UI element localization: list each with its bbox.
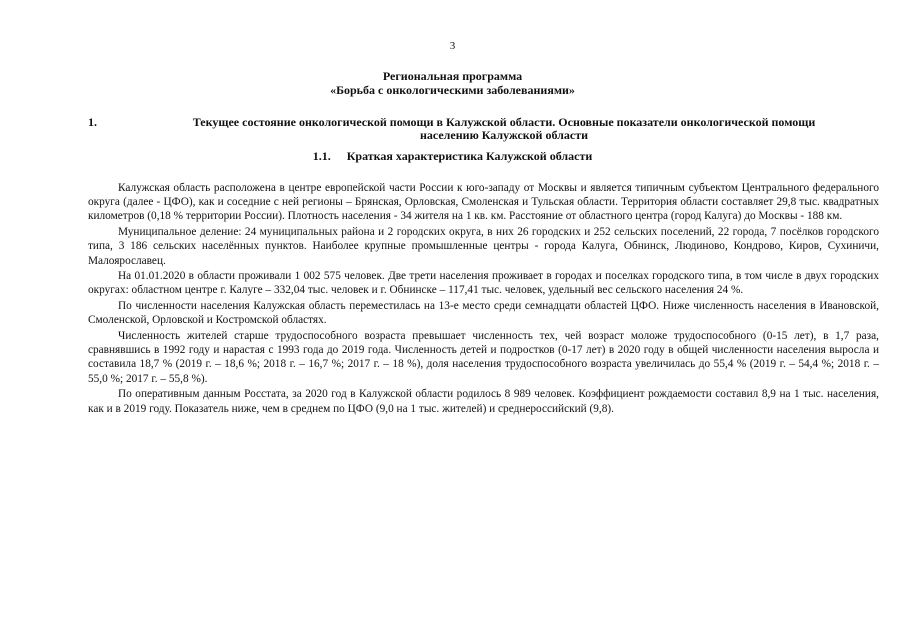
program-title-line-2: «Борьба с онкологическими заболеваниями» [330, 83, 575, 97]
paragraph: Калужская область расположена в центре европейской части России к юго-западу от Москвы и является типичным субъектом Центрального федерального округа (далее - ЦФО), как и соседние с ней регионы – Брянская, Орловская, Смоленская и Тульская области. Территория области составляет 29,8 тыс. квадратных километров (0,18 % территории России). Плотность населения - 34 жителя на 1 кв. км. Расстояние от областного центра (город Калуга) до Москвы - 188 км. [88, 182, 879, 223]
paragraph: На 01.01.2020 в области проживали 1 002 575 человек. Две трети населения проживает в городах и поселках городского типа, в том числе в двух городских округах: областном центре г. Калуге – 332,04 тыс. человек и г. Обнинске – 117,41 тыс. человек, удельный вес сельского населения 24 %. [88, 270, 879, 297]
subsection-number: 1.1. [312, 149, 331, 163]
page-number: 3 [449, 40, 456, 52]
section-heading [88, 116, 878, 142]
subsection-title: Краткая характеристика Калужской области [346, 149, 593, 163]
paragraph: Численность жителей старше трудоспособного возраста превышает численность тех, чей возраст моложе трудоспособного (0-15 лет), в 1,7 раза, сравнявшись в 1992 году и нарастая с 1993 года до 2019 года. Численность детей и подростков (0-17 лет) в 2020 году в общей численности населения выросла и составила 18,7 % (2019 г. – 18,6 %; 2018 г. – 16,7 %; 2017 г. – 18 %), доля населения трудоспособного возраста увеличилась до 55,4 % (2019 г. – 54,4 %; 2018 г. – 55,0 %; 2017 г. – 55,8 %). [88, 330, 879, 385]
paragraph: Муниципальное деление: 24 муниципальных района и 2 городских округа, в них 26 городских и 252 сельских поселений, 22 города, 7 посёлков городского типа, 3 186 сельских населённых пунктов. Наиболее крупные промышленные центры - города Калуга, Обнинск, Людиново, Кондрово, Киров, Сухиничи, Малоярославец. [88, 226, 879, 267]
section-title [130, 116, 878, 142]
section-title-line-1: Текущее состояние онкологической помощи в Калужской области. Основные показатели онкологической помощи [192, 115, 816, 129]
paragraph: По оперативным данным Росстата, за 2020 год в Калужской области родилось 8 989 человек. Коэффициент рождаемости составил 8,9 на 1 тыс. населения, как и в 2019 году. Показатель ниже, чем в среднем по ЦФО (9,0 на 1 тыс. жителей) и среднероссийский (9,8). [88, 388, 879, 415]
subsection-heading [0, 149, 905, 164]
program-title-line-1: Региональная программа [382, 69, 523, 83]
paragraph: По численности населения Калужская область переместилась на 13-е место среди семнадцати областей ЦФО. Ниже численность населения в Ивановской, Смоленской, Орловской и Костромской областях. [88, 300, 879, 327]
section-title-line-2: населению Калужской области [419, 128, 589, 142]
document-body [88, 181, 879, 417]
program-title [0, 69, 905, 97]
section-number: 1. [88, 115, 97, 129]
